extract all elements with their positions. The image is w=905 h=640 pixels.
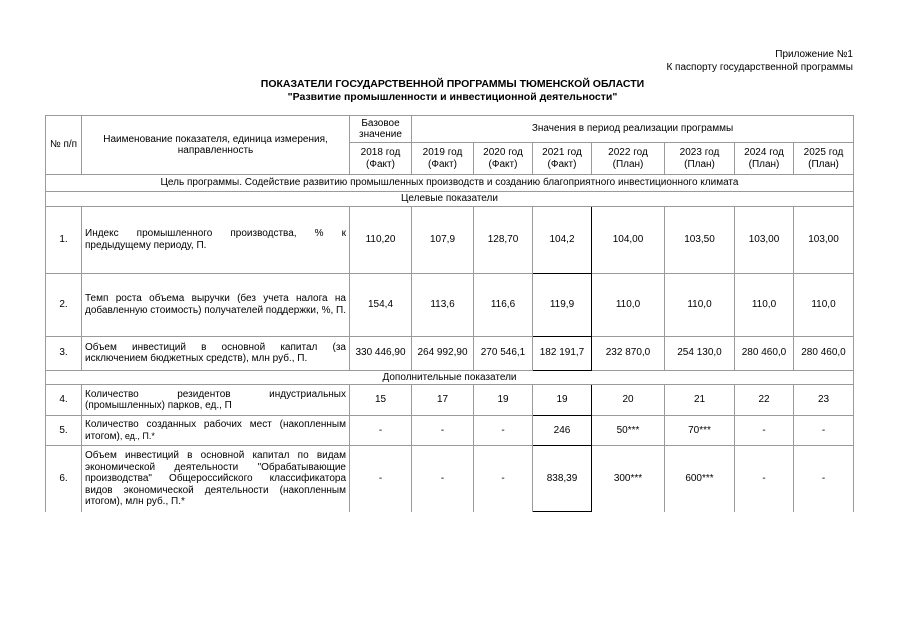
value-cell: 19 [533, 385, 592, 416]
value-cell: 110,0 [794, 273, 854, 336]
value-cell: 110,0 [665, 273, 735, 336]
value-cell: 113,6 [412, 273, 474, 336]
year-label: 2020 год [483, 147, 523, 158]
col-header-base: Базовое значение [350, 116, 412, 143]
year-kind: (План) [748, 158, 780, 170]
value-cell: 17 [412, 385, 474, 416]
year-header-2018 [350, 143, 412, 175]
year-kind: (Факт) [428, 158, 457, 170]
value-cell: 280 460,0 [794, 336, 854, 370]
value-cell: - [735, 416, 794, 446]
value-cell: - [794, 416, 854, 446]
value-cell: - [474, 446, 533, 512]
indicator-name: Количество резидентов индустриальных (промышленных) парков, ед., П [82, 385, 350, 416]
appendix-reference: К паспорту государственной программы [666, 62, 853, 73]
year-header-2019 [412, 143, 474, 175]
col-header-period: Значения в период реализации программы [412, 116, 854, 143]
table-row [46, 206, 854, 273]
program-goal: Цель программы. Содействие развитию промышленных производств и созданию благоприятного инвестиционного климата [46, 175, 854, 192]
appendix-note [666, 48, 853, 74]
value-cell: 838,39 [533, 446, 592, 512]
title-line-1: ПОКАЗАТЕЛИ ГОСУДАРСТВЕННОЙ ПРОГРАММЫ ТЮМЕНСКОЙ ОБЛАСТИ [260, 78, 645, 90]
indicators-table [45, 115, 854, 512]
value-cell: 21 [665, 385, 735, 416]
value-cell: 232 870,0 [592, 336, 665, 370]
year-kind: (Факт) [488, 158, 518, 170]
indicator-name-main: Количество созданных рабочих мест (накопленным итогом) [85, 419, 346, 442]
value-cell: - [412, 446, 474, 512]
row-number: 2. [46, 273, 82, 336]
value-cell: - [350, 416, 412, 446]
indicator-name [82, 416, 350, 446]
header-row-1 [46, 116, 854, 143]
value-cell: - [350, 446, 412, 512]
value-cell: - [474, 416, 533, 446]
year-label: 2018 год [360, 147, 401, 158]
goal-row [46, 175, 854, 192]
table-row [46, 416, 854, 446]
year-label: 2023 год [679, 147, 720, 158]
value-cell: 119,9 [533, 273, 592, 336]
section-row-target [46, 192, 854, 207]
year-kind: (Факт) [547, 158, 577, 170]
value-cell: 110,0 [735, 273, 794, 336]
indicator-name-unit: , ед., П.* [119, 430, 155, 441]
value-cell: - [412, 416, 474, 446]
year-label: 2022 год [608, 147, 648, 158]
year-header-2024 [735, 143, 794, 175]
year-label: 2019 год [422, 147, 463, 158]
value-cell: - [794, 446, 854, 512]
year-header-2021 [533, 143, 592, 175]
year-label: 2025 год [803, 147, 844, 158]
value-cell: 22 [735, 385, 794, 416]
year-label: 2021 год [542, 147, 582, 158]
year-header-2022 [592, 143, 665, 175]
value-cell: - [735, 446, 794, 512]
title-line-2: "Развитие промышленности и инвестиционной деятельности" [287, 91, 618, 103]
year-header-2020 [474, 143, 533, 175]
section-row-additional [46, 370, 854, 385]
appendix-number: Приложение №1 [775, 49, 853, 60]
value-cell: 19 [474, 385, 533, 416]
value-cell: 20 [592, 385, 665, 416]
row-number: 1. [46, 206, 82, 273]
value-cell: 128,70 [474, 206, 533, 273]
col-header-num: № п/п [46, 116, 82, 175]
row-number: 3. [46, 336, 82, 370]
value-cell: 104,00 [592, 206, 665, 273]
value-cell: 116,6 [474, 273, 533, 336]
year-header-2023 [665, 143, 735, 175]
row-number: 5. [46, 416, 82, 446]
indicator-name: Объем инвестиций в основной капитал по видам экономической деятельности "Обрабатывающие производства" Общероссийского классификатора видов экономической деятельности (накопленным итогом), млн руб., П.* [82, 446, 350, 512]
value-cell: 103,00 [794, 206, 854, 273]
indicator-name: Индекс промышленного производства, % к предыдущему периоду, П. [82, 206, 350, 273]
value-cell: 110,20 [350, 206, 412, 273]
table-row [46, 273, 854, 336]
year-kind: (План) [684, 158, 715, 170]
value-cell: 300*** [592, 446, 665, 512]
year-kind: (Факт) [366, 158, 395, 170]
value-cell: 330 446,90 [350, 336, 412, 370]
value-cell: 110,0 [592, 273, 665, 336]
year-kind: (План) [612, 158, 644, 170]
value-cell: 103,50 [665, 206, 735, 273]
year-header-2025 [794, 143, 854, 175]
value-cell: 50*** [592, 416, 665, 446]
table-row [46, 385, 854, 416]
section-target-indicators: Целевые показатели [46, 192, 854, 207]
value-cell: 70*** [665, 416, 735, 446]
table-row [46, 446, 854, 512]
value-cell: 23 [794, 385, 854, 416]
section-additional-indicators: Дополнительные показатели [46, 370, 854, 385]
value-cell: 154,4 [350, 273, 412, 336]
year-kind: (План) [808, 158, 839, 170]
value-cell: 182 191,7 [533, 336, 592, 370]
row-number: 6. [46, 446, 82, 512]
indicator-name: Темп роста объема выручки (без учета налога на добавленную стоимость) получателей поддержки, %, П. [82, 273, 350, 336]
value-cell: 270 546,1 [474, 336, 533, 370]
value-cell: 15 [350, 385, 412, 416]
document-title [0, 78, 905, 104]
value-cell: 107,9 [412, 206, 474, 273]
col-header-name: Наименование показателя, единица измерения, направленность [82, 116, 350, 175]
table-row [46, 336, 854, 370]
value-cell: 600*** [665, 446, 735, 512]
value-cell: 103,00 [735, 206, 794, 273]
indicator-name: Объем инвестиций в основной капитал (за исключением бюджетных средств), млн руб., П. [82, 336, 350, 370]
value-cell: 264 992,90 [412, 336, 474, 370]
row-number: 4. [46, 385, 82, 416]
value-cell: 280 460,0 [735, 336, 794, 370]
value-cell: 104,2 [533, 206, 592, 273]
value-cell: 254 130,0 [665, 336, 735, 370]
year-label: 2024 год [744, 147, 784, 158]
value-cell: 246 [533, 416, 592, 446]
